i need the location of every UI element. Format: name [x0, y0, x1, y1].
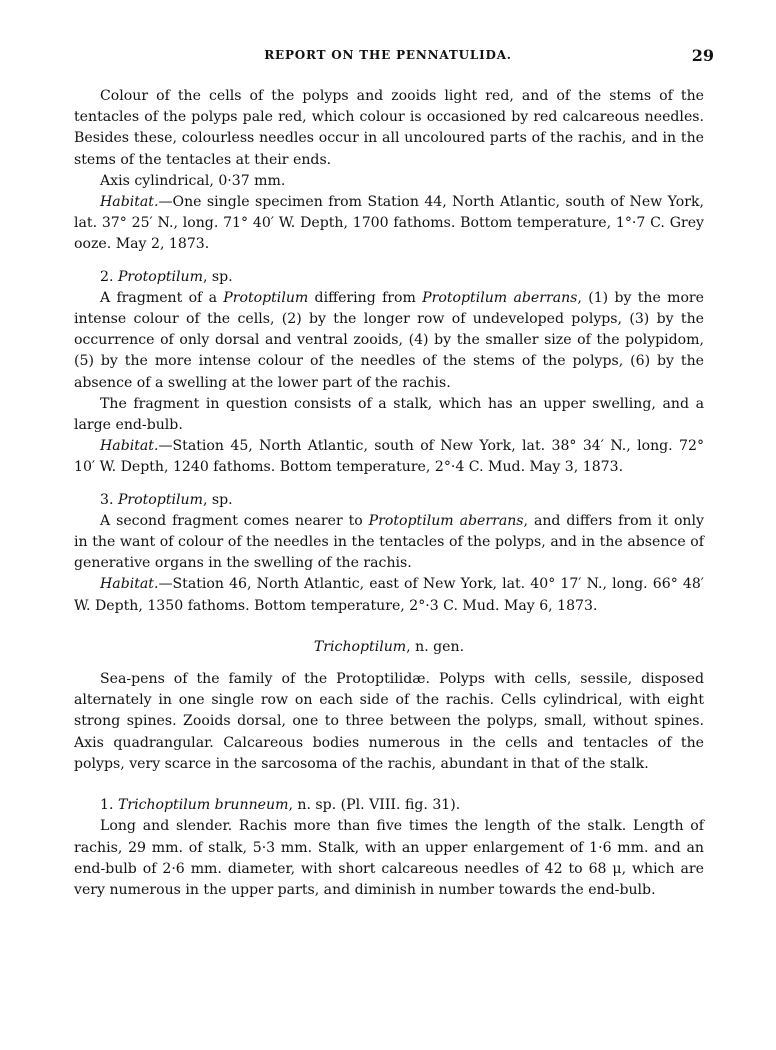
paragraph-species-description: Long and slender. Rachis more than five times the length of the stalk. Length of rachis, 29 mm. of stalk, 5·3 mm. Stalk, with an upper enlargement of 1·6 mm. and an end-bulb of 2·6 mm. diameter, with short calcareous needles of 42 to 68 μ, which are very numerous in the upper parts, and diminish in number towards the end-bulb. — [74, 818, 704, 898]
species-suffix: , n. sp. (Pl. VIII. fig. 31). — [288, 797, 461, 814]
paragraph-genus-description: Sea-pens of the family of the Protoptilidæ. Polyps with cells, sessile, disposed alternately in one single row on each side of the rachis. Cells cylindrical, with eight strong spines. Zooids dorsal, one to three between the polyps, small, without spines. Axis quadrangular. Calcareous bodies numerous in the cells and tentacles of the polyps, very scarce in the sarcosoma of the rachis, abundant in that of the stalk. — [74, 671, 704, 772]
habitat-text: —Station 45, North Atlantic, south of New York, lat. 38° 34′ N., long. 72° 10′ W. Depth, 1240 fathoms. Bottom temperature, 2°·4 C. Mud. May 3, 1873. — [74, 438, 704, 476]
text-run: differing from — [308, 289, 423, 306]
species-number: 1. — [100, 797, 114, 814]
section-suffix: , sp. — [202, 268, 233, 285]
habitat-text: —One single specimen from Station 44, North Atlantic, south of New York, lat. 37° 25′ N., long. 71° 40′ W. Depth, 1700 fathoms. Bottom temperature, 1°·7 C. Grey ooze. May 2, 1873. — [74, 194, 704, 253]
species-name: Protoptilum aberrans — [422, 289, 578, 306]
species-heading — [74, 795, 704, 816]
text-run: A fragment of a — [100, 289, 224, 306]
paragraph-habitat-2 — [74, 436, 704, 478]
spacer — [74, 479, 704, 490]
page-number: 29 — [691, 46, 714, 65]
spacer — [74, 775, 704, 795]
section-number: 3. — [100, 491, 114, 508]
spacer — [74, 658, 704, 669]
paragraph-fragment-description — [74, 288, 704, 394]
section-genus: Protoptilum — [117, 268, 203, 285]
section-heading-3 — [74, 490, 704, 511]
genus-name: Protoptilum — [223, 289, 309, 306]
habitat-text: —Station 46, North Atlantic, east of New York, lat. 40° 17′ N., long. 66° 48′ W. Depth, 1350 fathoms. Bottom temperature, 2°·3 C. Mud. May 6, 1873. — [74, 576, 704, 614]
paragraph-habitat-1 — [74, 192, 704, 256]
text-run: , and differs from it only in the want of colour of the needles in the tentacles of the polyps, and in the absence of generative organs in the swelling of the rachis. — [74, 512, 704, 572]
paragraph-habitat-3 — [74, 574, 704, 616]
section-number: 2. — [100, 268, 114, 285]
body-text — [74, 86, 704, 901]
species-name: Protoptilum aberrans — [368, 512, 524, 529]
text-run: A second fragment comes nearer to — [100, 512, 369, 529]
species-name: Trichoptilum brunneum — [117, 797, 289, 814]
running-title: REPORT ON THE PENNATULIDA. — [264, 48, 512, 62]
paragraph-second-fragment — [74, 511, 704, 575]
habitat-label: Habitat. — [100, 438, 159, 455]
section-suffix: , sp. — [202, 491, 233, 508]
genus-title — [74, 637, 704, 658]
section-genus: Protoptilum — [117, 491, 203, 508]
habitat-label: Habitat. — [100, 576, 159, 593]
genus-suffix: , n. gen. — [406, 638, 465, 655]
habitat-label: Habitat. — [100, 194, 159, 211]
genus-name: Trichoptilum — [313, 638, 407, 655]
spacer — [74, 617, 704, 637]
paragraph-axis: Axis cylindrical, 0·37 mm. — [100, 172, 286, 189]
section-heading-2 — [74, 267, 704, 288]
paragraph-fragment-stalk: The fragment in question consists of a stalk, which has an upper swelling, and a large end-bulb. — [74, 395, 704, 434]
text-run: , (1) by the more intense colour of the cells, (2) by the longer row of undeveloped polyps, (3) by the occurrence of only dorsal and ventral zooids, (4) by the smaller size of the polypidom, (5) by the more intense colour of the needles of the stems of the polyps, (6) by the absence of a swelling at the lower part of the rachis. — [74, 289, 705, 391]
spacer — [74, 256, 704, 267]
paragraph-colour: Colour of the cells of the polyps and zooids light red, and of the stems of the tentacles of the polyps pale red, which colour is occasioned by red calcareous needles. Besides these, colourless needles occur in all uncoloured parts of the rachis, and in the stems of the tentacles at their ends. — [74, 88, 704, 168]
